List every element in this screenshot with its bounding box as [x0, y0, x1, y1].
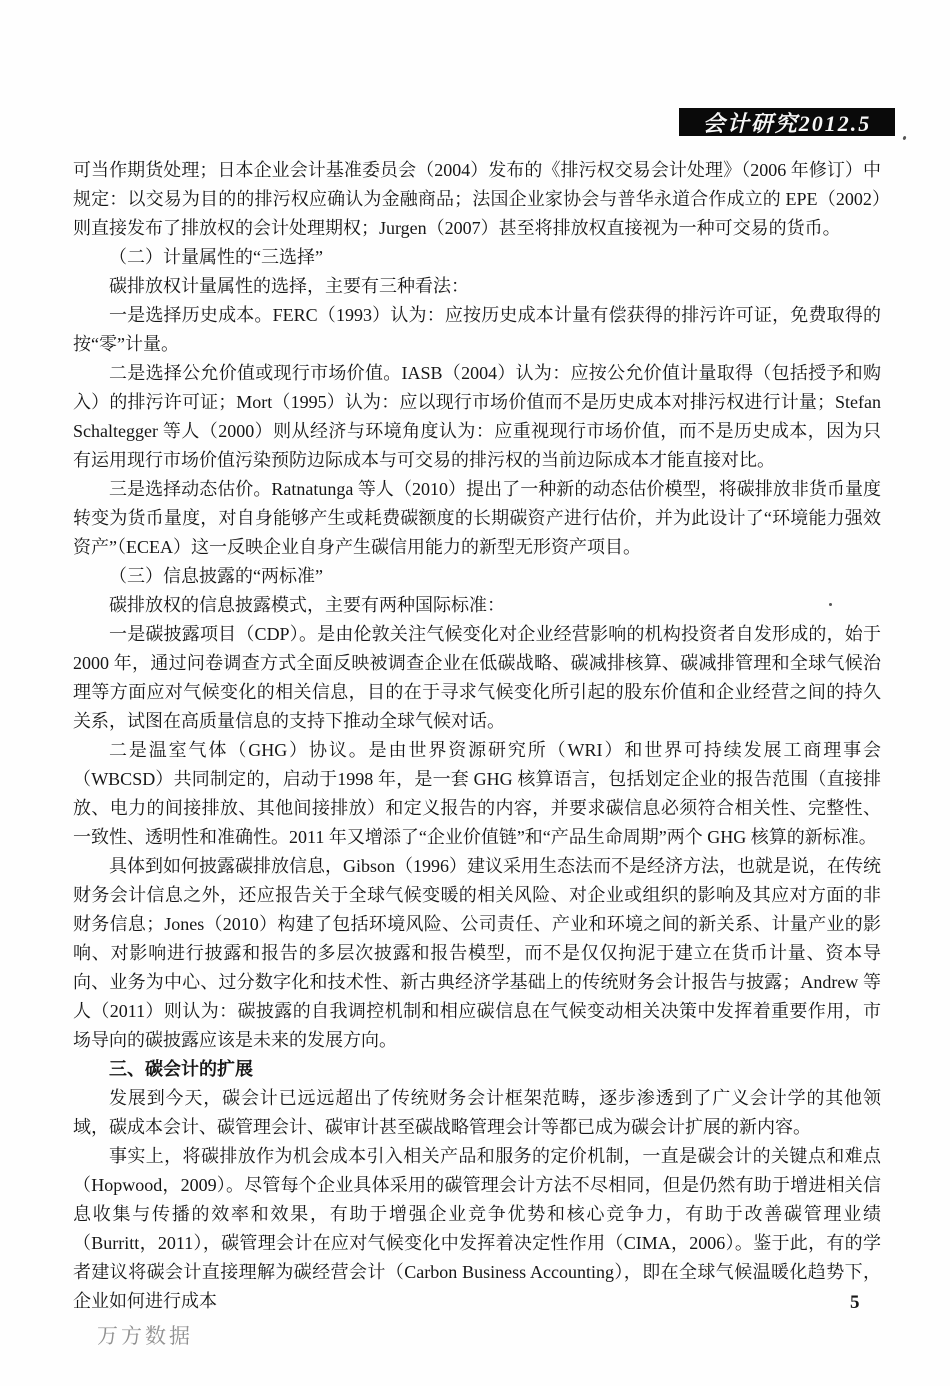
paragraph: 可当作期货处理；日本企业会计基准委员会（2004）发布的《排污权交易会计处理》（2006 年修订）中规定：以交易为目的的排污权应确认为金融商品；法国企业家协会与普华永道合作成立的 EPE（2002）则直接发布了排放权的会计处理期权；Jurgen（2007）甚至将排放权直接视为一种可交易的货币。: [73, 160, 881, 238]
paragraph: 碳排放权的信息披露模式，主要有两种国际标准：: [109, 595, 505, 615]
paragraph: 碳排放权计量属性的选择，主要有三种看法：: [109, 276, 469, 296]
article-body: [73, 156, 881, 1316]
journal-title-badge: 会计研究2012.5: [679, 108, 895, 136]
page-number: 5: [850, 1292, 860, 1313]
wanfang-watermark: 万方数据: [97, 1324, 193, 1348]
paragraph: 一是选择历史成本。FERC（1993）认为：应按历史成本计量有偿获得的排污许可证，免费取得的按“零”计量。: [73, 305, 881, 354]
sub-heading: （三）信息披露的“两标准”: [109, 566, 323, 586]
paragraph: 二是选择公允价值或现行市场价值。IASB（2004）认为：应按公允价值计量取得（包括授予和购入）的排污许可证；Mort（1995）认为：应以现行市场价值而不是历史成本对排污权进行计量；Stefan Schaltegger 等人（2000）则从经济与环境角度认为：应重视现行市场价值，而不是历史成本，因为只有运用现行市场价值污染预防边际成本与可交易的排污权的当前边际成本才能直接对比。: [73, 363, 881, 470]
section-heading: 三、碳会计的扩展: [109, 1059, 253, 1079]
scan-speck: [902, 136, 906, 141]
paragraph: 三是选择动态估价。Ratnatunga 等人（2010）提出了一种新的动态估价模型，将碳排放非货币量度转变为货币量度，对自身能够产生或耗费碳额度的长期碳资产进行估价，并为此设计了“环境能力强效资产”（ECEA）这一反映企业自身产生碳信用能力的新型无形资产项目。: [73, 479, 881, 557]
paragraph: 一是碳披露项目（CDP）。是由伦敦关注气候变化对企业经营影响的机构投资者自发形成的，始于2000 年，通过问卷调查方式全面反映被调查企业在低碳战略、碳减排核算、碳减排管理和全球气候治理等方面应对气候变化的相关信息，目的在于寻求气候变化所引起的股东价值和企业经营之间的持久关系，试图在高质量信息的支持下推动全球气候对话。: [73, 624, 881, 731]
paragraph: 具体到如何披露碳排放信息，Gibson（1996）建议采用生态法而不是经济方法，也就是说，在传统财务会计信息之外，还应报告关于全球气候变暖的相关风险、对企业或组织的影响及其应对方面的非财务信息；Jones（2010）构建了包括环境风险、公司责任、产业和环境之间的新关系、计量产业的影响、对影响进行披露和报告的多层次披露和报告模型，而不是仅仅拘泥于建立在货币计量、资本导向、业务为中心、过分数字化和技术性、新古典经济学基础上的传统财务会计报告与披露；Andrew 等人（2011）则认为：碳披露的自我调控机制和相应碳信息在气候变动相关决策中发挥着重要作用，市场导向的碳披露应该是未来的发展方向。: [73, 856, 882, 1050]
paragraph: 二是温室气体（GHG）协议。是由世界资源研究所（WRI）和世界可持续发展工商理事会（WBCSD）共同制定的，启动于1998 年，是一套 GHG 核算语言，包括划定企业的报告范围（直接排放、电力的间接排放、其他间接排放）和定义报告的内容，并要求碳信息必须符合相关性、完整性、一致性、透明性和准确性。2011 年又增添了“企业价值链”和“产品生命周期”两个 GHG 核算的新标准。: [73, 740, 881, 847]
sub-heading: （二）计量属性的“三选择”: [109, 247, 323, 267]
paragraph: 发展到今天，碳会计已远远超出了传统财务会计框架范畴，逐步渗透到了广义会计学的其他领域，碳成本会计、碳管理会计、碳审计甚至碳战略管理会计等都已成为碳会计扩展的新内容。: [73, 1088, 881, 1137]
paragraph: 事实上，将碳排放作为机会成本引入相关产品和服务的定价机制，一直是碳会计的关键点和难点（Hopwood，2009）。尽管每个企业具体采用的碳管理会计方法不尽相同，但是仍然有助于增进相关信息收集与传播的效率和效果，有助于增强企业竞争优势和核心竞争力，有助于改善碳管理业绩（Burritt，2011），碳管理会计在应对气候变化中发挥着决定性作用（CIMA，2006）。鉴于此，有的学者建议将碳会计直接理解为碳经营会计（Carbon Business Accounting），即在全球气候温暖化趋势下，企业如何进行成本: [73, 1146, 881, 1311]
